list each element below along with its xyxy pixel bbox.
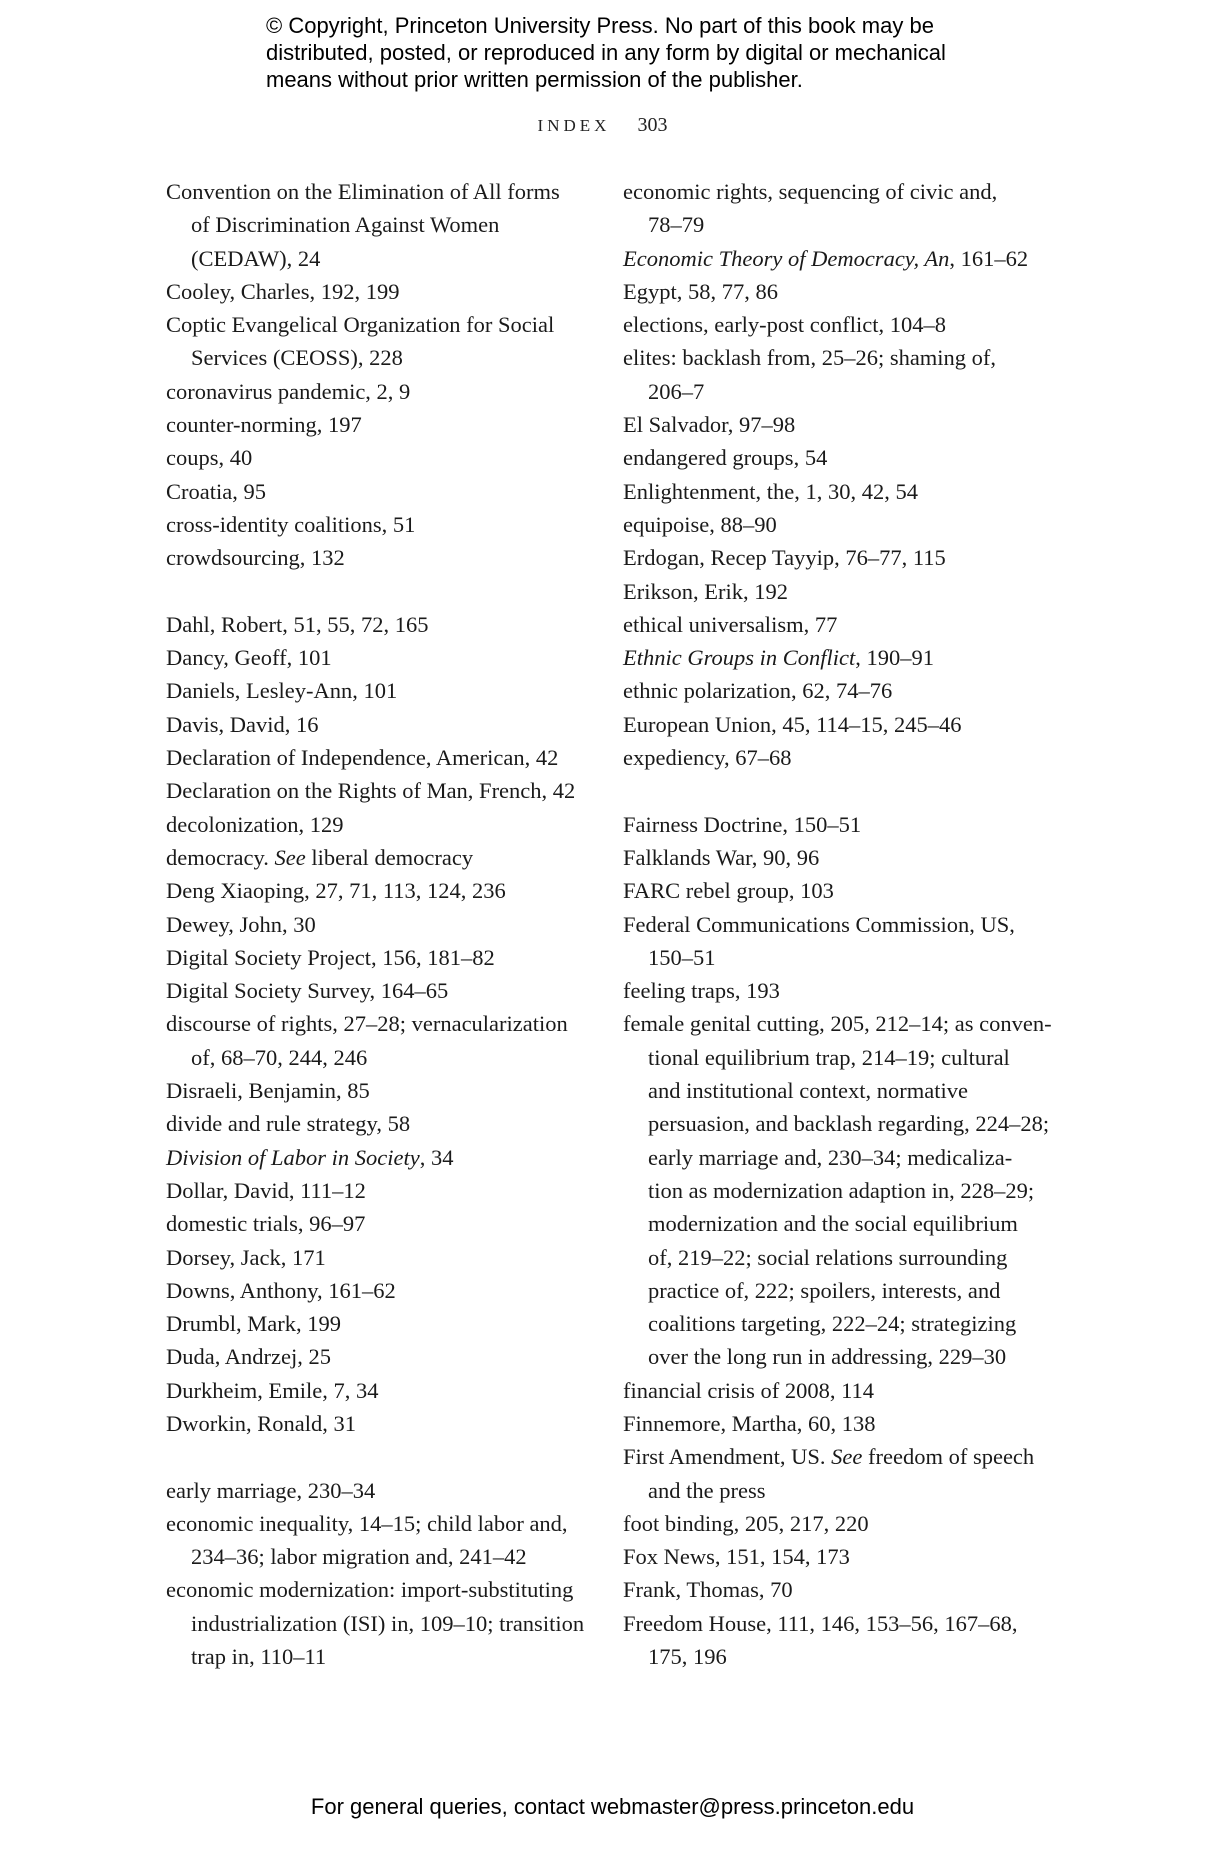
index-entry-line: Declaration on the Rights of Man, French, 42 (166, 778, 576, 804)
index-entry-line: domestic trials, 96–97 (166, 1211, 366, 1237)
index-entry (166, 1307, 606, 1340)
index-entry-line: Cooley, Charles, 192, 199 (166, 278, 400, 304)
index-entry-line: Convention on the Elimination of All forms (166, 179, 560, 204)
index-entry (166, 641, 606, 674)
index-entry (623, 541, 1063, 574)
index-entry-line: Davis, David, 16 (166, 711, 319, 737)
index-entry-line: early marriage and, 230–34; medicaliza- (648, 1144, 1013, 1170)
index-entry (166, 1107, 606, 1140)
index-entry-line: Division of Labor in Society, 34 (166, 1144, 454, 1170)
index-entry-line: Durkheim, Emile, 7, 34 (166, 1377, 379, 1403)
index-entry (166, 908, 606, 941)
index-entry-line: Egypt, 58, 77, 86 (623, 278, 778, 304)
index-entry (166, 774, 606, 807)
index-entry (623, 1007, 1063, 1373)
index-entry-line: Croatia, 95 (166, 478, 266, 504)
index-entry (166, 1474, 606, 1507)
index-entry (166, 608, 606, 641)
running-head-label: INDEX (537, 116, 611, 135)
index-entry-line: Downs, Anthony, 161–62 (166, 1277, 396, 1303)
index-entry-line: elections, early-post conflict, 104–8 (623, 312, 947, 338)
index-entry (166, 1573, 606, 1673)
index-entry (623, 1540, 1063, 1573)
index-entry-line: Erdogan, Recep Tayyip, 76–77, 115 (623, 545, 946, 571)
index-entry-line: tional equilibrium trap, 214–19; cultural (648, 1044, 1010, 1070)
index-entry-line: 78–79 (648, 212, 705, 238)
index-entry-line: Erikson, Erik, 192 (623, 578, 788, 604)
index-entry-line: modernization and the social equilibrium (648, 1211, 1018, 1237)
index-entry (166, 275, 606, 308)
index-entry (623, 874, 1063, 907)
index-entry-line: Digital Society Survey, 164–65 (166, 978, 449, 1004)
index-entry-line: equipoise, 88–90 (623, 511, 777, 537)
index-entry (166, 1074, 606, 1107)
index-entry-line: coalitions targeting, 222–24; strategizing (648, 1311, 1017, 1337)
index-entry-line: Declaration of Independence, American, 42 (166, 745, 559, 771)
index-entry (623, 674, 1063, 707)
index-entry-line: Coptic Evangelical Organization for Social (166, 312, 555, 338)
index-entry (166, 1340, 606, 1373)
index-entry-line: feeling traps, 193 (623, 978, 780, 1004)
index-entry (623, 1440, 1063, 1507)
index-entry (166, 441, 606, 474)
letter-group-gap (623, 774, 1063, 807)
index-entry (166, 741, 606, 774)
index-entry-line: economic inequality, 14–15; child labor and, (166, 1510, 568, 1536)
index-entry (166, 375, 606, 408)
index-entry-line: El Salvador, 97–98 (623, 412, 796, 438)
index-entry (166, 1274, 606, 1307)
index-entry (623, 974, 1063, 1007)
index-entry-line: economic modernization: import-substituting (166, 1577, 574, 1603)
index-entry-line: 175, 196 (648, 1644, 727, 1670)
index-entry-line: Falklands War, 90, 96 (623, 844, 820, 870)
index-entry-line: decolonization, 129 (166, 811, 344, 837)
index-entry-line: First Amendment, US. See freedom of speech (623, 1444, 1035, 1470)
index-entry-line: foot binding, 205, 217, 220 (623, 1510, 869, 1536)
index-entry (623, 275, 1063, 308)
index-entry-line: female genital cutting, 205, 212–14; as conven- (623, 1011, 1052, 1037)
footer-contact: For general queries, contact webmaster@press.princeton.edu (310, 1794, 915, 1819)
index-entry-line: coups, 40 (166, 445, 253, 471)
index-entry (623, 641, 1063, 674)
index-entry-line: Enlightenment, the, 1, 30, 42, 54 (623, 478, 918, 504)
index-entry-line: Fox News, 151, 154, 173 (623, 1544, 850, 1570)
copyright-line: © Copyright, Princeton University Press. No part of this book may be (266, 13, 934, 38)
index-entry-line: democracy. See liberal democracy (166, 844, 474, 870)
index-entry-line: Economic Theory of Democracy, An, 161–62 (623, 245, 1029, 271)
index-entry (166, 308, 606, 375)
index-entry-line: Fairness Doctrine, 150–51 (623, 811, 862, 837)
index-entry (623, 708, 1063, 741)
index-entry-line: trap in, 110–11 (191, 1644, 327, 1670)
index-entry (166, 1407, 606, 1440)
index-entry (623, 1573, 1063, 1606)
index-entry-line: Deng Xiaoping, 27, 71, 113, 124, 236 (166, 878, 506, 904)
index-entry-line: and the press (648, 1477, 766, 1503)
index-entry (166, 1174, 606, 1207)
index-entry-line: 234–36; labor migration and, 241–42 (191, 1544, 527, 1570)
index-column-left (166, 175, 606, 1673)
index-entry-line: discourse of rights, 27–28; vernacularization (166, 1011, 568, 1037)
index-entry-line: Finnemore, Martha, 60, 138 (623, 1410, 876, 1436)
index-entry-line: Services (CEOSS), 228 (191, 345, 403, 371)
index-entry-line: Disraeli, Benjamin, 85 (166, 1078, 370, 1104)
index-entry-line: Freedom House, 111, 146, 153–56, 167–68, (623, 1610, 1018, 1636)
index-entry-line: Federal Communications Commission, US, (623, 911, 1015, 937)
index-entry (166, 974, 606, 1007)
index-entry (623, 408, 1063, 441)
index-entry-line: practice of, 222; spoilers, interests, and (648, 1277, 1001, 1303)
index-entry-line: Dollar, David, 111–12 (166, 1177, 366, 1203)
index-entry (623, 475, 1063, 508)
index-entry (623, 1407, 1063, 1440)
index-entry-line: early marriage, 230–34 (166, 1477, 376, 1503)
index-entry (166, 708, 606, 741)
index-entry-line: Dorsey, Jack, 171 (166, 1244, 326, 1270)
index-entry (166, 475, 606, 508)
index-entry-line: Dahl, Robert, 51, 55, 72, 165 (166, 611, 429, 637)
index-entry-line: of, 68–70, 244, 246 (191, 1044, 368, 1070)
letter-group-gap (166, 1440, 606, 1473)
index-entry-line: Dworkin, Ronald, 31 (166, 1410, 356, 1436)
index-entry-line: endangered groups, 54 (623, 445, 828, 471)
index-entry-line: tion as modernization adaption in, 228–29; (648, 1177, 1035, 1203)
index-entry-line: expediency, 67–68 (623, 745, 792, 771)
index-entry (623, 608, 1063, 641)
index-entry-line: FARC rebel group, 103 (623, 878, 834, 904)
index-entry (166, 1207, 606, 1240)
index-entry (166, 541, 606, 574)
index-entry (166, 674, 606, 707)
copyright-line: distributed, posted, or reproduced in any form by digital or mechanical (266, 40, 946, 65)
index-entry-line: financial crisis of 2008, 114 (623, 1377, 874, 1403)
index-entry (623, 441, 1063, 474)
index-entry (166, 175, 606, 275)
index-entry-line: Frank, Thomas, 70 (623, 1577, 793, 1603)
index-entry (166, 1007, 606, 1074)
index-entry (623, 741, 1063, 774)
index-column-right (623, 175, 1063, 1673)
index-entry (623, 1507, 1063, 1540)
index-entry-line: ethical universalism, 77 (623, 611, 838, 637)
copyright-notice (266, 12, 1026, 93)
index-entry-line: cross-identity coalitions, 51 (166, 511, 416, 537)
running-head (0, 114, 1225, 137)
index-entry (166, 1241, 606, 1274)
index-entry (623, 575, 1063, 608)
index-entry-line: and institutional context, normative (648, 1078, 968, 1104)
index-entry (166, 1507, 606, 1574)
index-entry-line: Daniels, Lesley-Ann, 101 (166, 678, 398, 704)
index-entry-line: coronavirus pandemic, 2, 9 (166, 378, 411, 404)
copyright-line: means without prior written permission of the publisher. (266, 67, 803, 92)
index-entry-line: Duda, Andrzej, 25 (166, 1344, 331, 1370)
index-entry-line: Dewey, John, 30 (166, 911, 316, 937)
index-entry (623, 508, 1063, 541)
index-entry-line: 206–7 (648, 378, 705, 404)
index-entry-line: over the long run in addressing, 229–30 (648, 1344, 1007, 1370)
index-entry-line: Dancy, Geoff, 101 (166, 645, 332, 671)
index-entry (166, 874, 606, 907)
index-entry-line: 150–51 (648, 944, 716, 970)
index-entry (166, 1141, 606, 1174)
letter-group-gap (166, 575, 606, 608)
index-entry-line: of, 219–22; social relations surrounding (648, 1244, 1008, 1270)
index-entry (623, 808, 1063, 841)
index-entry (623, 1374, 1063, 1407)
index-entry (623, 908, 1063, 975)
index-entry-line: crowdsourcing, 132 (166, 545, 345, 571)
index-entry-line: European Union, 45, 114–15, 245–46 (623, 711, 962, 737)
index-entry (166, 1374, 606, 1407)
index-entry (623, 175, 1063, 242)
index-entry (166, 508, 606, 541)
index-entry-line: industrialization (ISI) in, 109–10; transition (191, 1610, 585, 1636)
index-entry-line: Digital Society Project, 156, 181–82 (166, 944, 495, 970)
index-entry-line: Drumbl, Mark, 199 (166, 1311, 341, 1337)
index-entry (166, 841, 606, 874)
index-entry (166, 941, 606, 974)
page-number: 303 (637, 114, 668, 136)
index-entry-line: persuasion, and backlash regarding, 224–28; (648, 1111, 1050, 1137)
index-entry (623, 1607, 1063, 1674)
index-entry (623, 308, 1063, 341)
index-entry-line: divide and rule strategy, 58 (166, 1111, 411, 1137)
index-entry (166, 408, 606, 441)
index-entry (623, 242, 1063, 275)
index-entry-line: elites: backlash from, 25–26; shaming of, (623, 345, 997, 371)
index-entry-line: counter-norming, 197 (166, 412, 362, 438)
index-entry-line: economic rights, sequencing of civic and, (623, 179, 998, 204)
index-entry-line: ethnic polarization, 62, 74–76 (623, 678, 893, 704)
index-entry (166, 808, 606, 841)
index-entry-line: of Discrimination Against Women (191, 212, 500, 238)
index-entry (623, 841, 1063, 874)
index-entry (623, 341, 1063, 408)
index-entry-line: Ethnic Groups in Conflict, 190–91 (623, 645, 935, 671)
index-entry-line: (CEDAW), 24 (191, 245, 321, 271)
